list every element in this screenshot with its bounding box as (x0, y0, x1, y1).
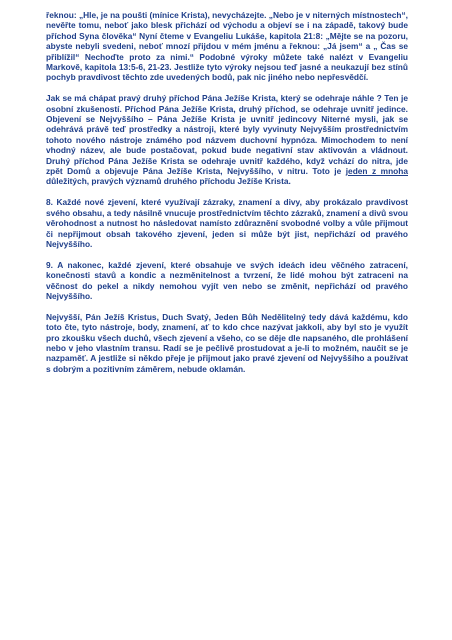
paragraph-second-coming-text-end: důležitých, pravých významů druhého příchodu Ježíše Krista. (46, 176, 291, 187)
paragraph-point-8: 8. Každé nové zjevení, které využívají zázraky, znamení a divy, aby prokázalo pravdivost svého obsahu, a tedy násilně vnucuje prostřednictvím těchto zázraků, znamení a divů svou věrohodnost a nutnost ho následovat namísto zdůraznění svobodné volby a vůle přijmout či nepřijmout obsah takového zjevení, jeden si může být jist, nepřichází od pravého Nejvyššího. (46, 197, 408, 249)
paragraph-gospel-quotes: řeknou: „Hle, je na poušti (mínice Krista), nevycházejte. „Nebo je v niterných místnostech“, nevěřte tomu, neboť jako blesk přichází od východu a objeví se i na západě, takový bude příchod Syna člověka“ Nyní čteme v Evangeliu Lukáše, kapitola 21:8: „Mějte se na pozoru, abyste nebyli svedeni, neboť mnozí přijdou v mém jménu a řeknou: „Já jsem“ a „ Čas se přiblížil“ Nechoďte proto za nimi.“ Podobné výroky můžete také nalézt v Evangeliu Markově, kapitola 13:5-6, 21-23. Jestliže tyto výroky nejsou teď jasné a neukazují bez stínů pochyb pravdivost těchto zde uvedených bodů, pak nic jiného nebo nepřesvědčí. (46, 10, 408, 83)
paragraph-point-9: 9. A nakonec, každé zjevení, které obsahuje ve svých ideách ideu věčného zatracení, konečnosti stavů a kondic a nezměnitelnost a tvrzení, že lidé mohou být zatraceni na věčnost do pekel a nikdy nemohou vyjít ven nebo se změnit, nepřichází od pravého Nejvyššího. (46, 259, 408, 301)
paragraph-conclusion: Nejvyšší, Pán Ježíš Kristus, Duch Svatý, Jeden Bůh Nedělitelný tedy dává každému, kdo toto čte, tyto nástroje, body, znamení, ať to kdo chce nazývat jakkoli, aby byl sto je využít pro zkoušku všech duchů, všech zjevení a všeho, co se děje dle napsaného, dle prohlášení nebo v jeho vlastním transu. Radí se je pečlivě prostudovat a je-li to možném, naučit se je nazpaměť. A jestliže si někdo přeje je přijmout jako pravé zjevení od Nejvyššího a používat s dobrým a pozitivním záměrem, nebude oklamán. (46, 311, 408, 374)
underlined-phrase: jeden z mnoha (345, 166, 408, 177)
paragraph-second-coming (46, 93, 408, 187)
document-page (46, 10, 408, 385)
paragraph-second-coming-text-start: Jak se má chápat pravý druhý příchod Pána Ježíše Krista, který se odehraje náhle ? Ten je osobní zkušeností. Příchod Pána Ježíše Krista, druhý příchod, se odehraje uvnitř jedince. Objevení se Nejvyššího – Pána Ježíše Krista je uvnitř jedincovy Niterné mysli, jak se odehrává právě teď prostředky a nástroji, které byly vyvinuty Nejvyšším prostřednictvím tohoto nového nástroje známého pod názvem duchovní hypnóza. Mimochodem to není vhodný název, ale bude postačovat, pokud bude negativní stav aktivován a vládnout. Druhý příchod Pána Ježíše Krista se odehraje uvnitř každého, když vchází do nitra, jde zpět Domů a objevuje Pána Ježíše Krista, Nejvyššího, v nitru. Toto je (46, 93, 408, 177)
